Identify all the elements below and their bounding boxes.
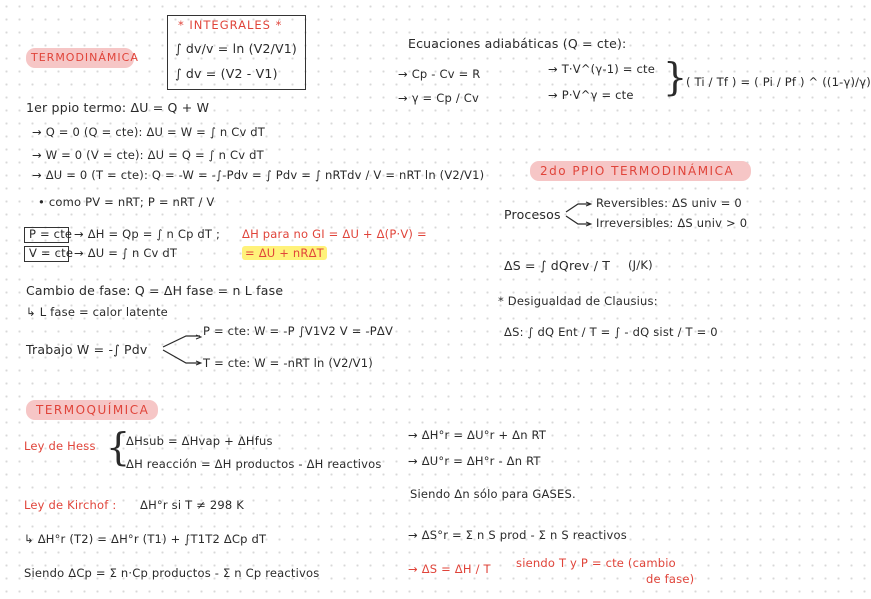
entropia-reaccion: → ΔS°r = Σ n S prod - Σ n S reactivos xyxy=(408,528,627,542)
dh-du-relacion: → ΔH°r = ΔU°r + Δn RT xyxy=(408,428,547,442)
termoquimica-title: TERMOQUÍMICA xyxy=(36,403,150,417)
p-cte-label: P = cte xyxy=(29,227,73,241)
adiab-relacion: ( Ti / Tf ) = ( Pi / Pf ) ^ ((1-γ)/γ) xyxy=(686,75,871,89)
dh-no-gi-result xyxy=(242,246,327,261)
hess-brace: { xyxy=(106,425,131,469)
como-pv: • como PV = nRT; P = nRT / V xyxy=(38,195,215,209)
dh-no-gi-result-text: = ΔU + nRΔT xyxy=(242,246,327,260)
clausius-eq: ΔS: ∫ dQ Ent / T = ∫ - dQ sist / T = 0 xyxy=(504,325,718,339)
procesos: Procesos xyxy=(504,207,561,222)
adiab-pv: → P·V^γ = cte xyxy=(548,88,634,102)
trabajo: Trabajo W = -∫ Pdv xyxy=(26,342,148,357)
adiab-gamma: → γ = Cp / Cv xyxy=(398,91,479,105)
adiab-tv: → T·V^(γ-1) = cte xyxy=(548,62,655,76)
entropia-cambio-fase: → ΔS = ΔH / T xyxy=(408,562,491,576)
ley-kirchof: Ley de Kirchof : xyxy=(24,498,117,512)
kirchof-condicion: ΔH°r si T ≠ 298 K xyxy=(140,498,245,512)
de-fase: de fase) xyxy=(646,572,695,586)
adiab-cp-cv: → Cp - Cv = R xyxy=(398,67,481,81)
siendo-delta-cp: Siendo ΔCp = Σ n·Cp productos - Σ n Cp reactivos xyxy=(24,566,320,580)
entropia-unit: (J/K) xyxy=(628,258,653,272)
v-cte-label: V = cte xyxy=(29,246,74,260)
termodinamica-title: TERMODINÁMICA xyxy=(31,51,139,64)
q-cero: → Q = 0 (Q = cte): ΔU = W = ∫ n Cv dT xyxy=(32,125,266,139)
du-dh-relacion: → ΔU°r = ΔH°r - Δn RT xyxy=(408,454,541,468)
integrales-title: * INTEGRALES * xyxy=(178,18,283,32)
siendo-gases: Siendo Δn sólo para GASES. xyxy=(410,487,576,501)
ley-hess: Ley de Hess xyxy=(24,439,96,453)
dh-no-gi: ΔH para no GI = ΔU + Δ(P·V) = xyxy=(242,227,427,241)
kirchof-ecuacion: ↳ ΔH°r (T2) = ΔH°r (T1) + ∫T1T2 ΔCp dT xyxy=(24,532,267,546)
irreversibles: Irreversibles: ΔS univ > 0 xyxy=(596,216,748,230)
cambio-de-fase: Cambio de fase: Q = ΔH fase = n L fase xyxy=(26,283,284,298)
trabajo-p-cte: P = cte: W = -P ∫V1V2 V = -PΔV xyxy=(203,324,394,338)
adiabaticas-title: Ecuaciones adiabáticas (Q = cte): xyxy=(408,36,627,51)
du-cero: → ΔU = 0 (T = cte): Q = -W = -∫-Pdv = ∫ Pdv = ∫ nRTdv / V = nRT ln (V2/V1) xyxy=(32,168,485,182)
siendo-t-p-cte: siendo T y P = cte (cambio xyxy=(516,556,676,570)
hess-sub: ΔHsub = ΔHvap + ΔHfus xyxy=(126,434,273,448)
w-cero: → W = 0 (V = cte): ΔU = Q = ∫ n Cv dT xyxy=(32,148,264,162)
trabajo-t-cte: T = cte: W = -nRT ln (V2/V1) xyxy=(203,356,373,370)
calor-latente: ↳ L fase = calor latente xyxy=(26,305,168,319)
ppio2-title: 2do PPIO TERMODINÁMICA xyxy=(540,164,735,178)
primer-principio: 1er ppio termo: ΔU = Q + W xyxy=(26,100,210,115)
entropia-def: ΔS = ∫ dQrev / T xyxy=(504,258,611,273)
clausius-title: * Desigualdad de Clausius: xyxy=(498,294,658,308)
integral-dv: ∫ dv = (V2 - V1) xyxy=(175,66,278,81)
v-cte-eq: → ΔU = ∫ n Cv dT xyxy=(74,246,178,260)
reversibles: Reversibles: ΔS univ = 0 xyxy=(596,196,742,210)
integral-dv-v: ∫ dv/v = ln (V2/V1) xyxy=(175,41,297,56)
hess-reaccion: ΔH reacción = ΔH productos - ΔH reactivos xyxy=(126,457,382,471)
adiab-brace: } xyxy=(663,55,688,99)
p-cte-eq: → ΔH = Qp = ∫ n Cp dT ; xyxy=(74,227,221,241)
